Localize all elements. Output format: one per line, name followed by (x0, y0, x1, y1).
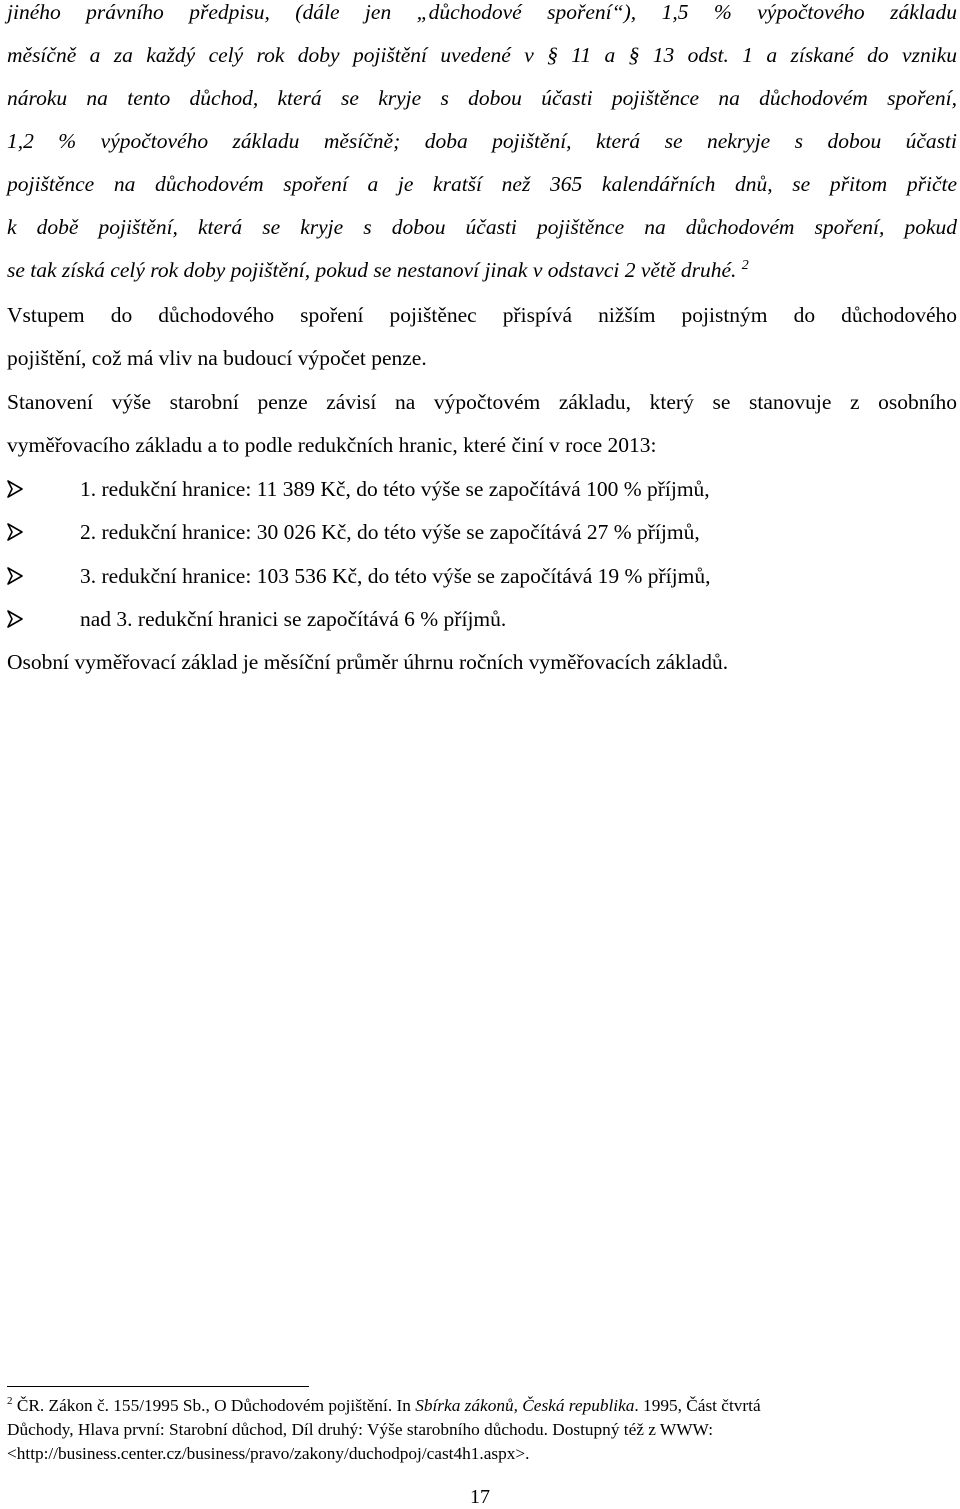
page-number: 17 (470, 1486, 490, 1508)
quote-line-5: pojištěnce na důchodovém spoření a je kratší než 365 kalendářních dnů, se přitom přičte (7, 172, 957, 196)
footnote-line-2: Důchody, Hlava první: Starobní důchod, Díl druhý: Výše starobního důchodu. Dostupný též z WWW: (7, 1420, 714, 1439)
quote-line-3: nároku na tento důchod, která se kryje s dobou účasti pojištěnce na důchodovém spoření, (7, 86, 957, 110)
quote-line-7 (7, 258, 749, 283)
footnote-number: 2 (7, 1395, 13, 1408)
list-item-text: 1. redukční hranice: 11 389 Kč, do této výše se započítává 100 % příjmů, (80, 477, 710, 501)
paragraph-3-line-2: vyměřovacího základu a to podle redukčních hranic, které činí v roce 2013: (7, 433, 657, 457)
arrow-bullet-icon (7, 523, 23, 541)
footnote-text-a: ČR. Zákon č. 155/1995 Sb., O Důchodovém pojištění. In (12, 1396, 416, 1415)
footnote-url[interactable]: <http://business.center.cz/business/pravo/zakony/duchodpoj/cast4h1.aspx>. (7, 1444, 530, 1463)
footnote-text-b: . 1995, Část čtvrtá (634, 1396, 761, 1415)
arrow-bullet-icon (7, 610, 23, 628)
paragraph-2-line-1: Vstupem do důchodového spoření pojištěnec přispívá nižším pojistným do důchodového (7, 303, 957, 327)
footnote-divider (7, 1386, 309, 1387)
list-item-text: 3. redukční hranice: 103 536 Kč, do této výše se započítává 19 % příjmů, (80, 564, 711, 588)
footnote-reference[interactable]: 2 (741, 257, 749, 273)
quote-line-4: 1,2 % výpočtového základu měsíčně; doba pojištění, která se nekryje s dobou účasti (7, 129, 957, 153)
quote-line-1: jiného právního předpisu, (dále jen „důchodové spoření“), 1,5 % výpočtového základu (7, 0, 957, 24)
footnote-line-1 (7, 1396, 761, 1416)
arrow-bullet-icon (7, 567, 23, 585)
paragraph-4: Osobní vyměřovací základ je měsíční průměr úhrnu ročních vyměřovacích základů. (7, 650, 729, 674)
quote-line-2: měsíčně a za každý celý rok doby pojištění uvedené v § 11 a § 13 odst. 1 a získané do vzniku (7, 43, 957, 67)
arrow-bullet-icon (7, 480, 23, 498)
list-item-text: 2. redukční hranice: 30 026 Kč, do této výše se započítává 27 % příjmů, (80, 520, 700, 544)
footnote-source-title: Sbírka zákonů, Česká republika (415, 1396, 635, 1415)
list-item-text: nad 3. redukční hranici se započítává 6 % příjmů. (80, 607, 507, 631)
paragraph-2-line-2: pojištění, což má vliv na budoucí výpočet penze. (7, 346, 427, 370)
quote-line-6: k době pojištění, která se kryje s dobou účasti pojištěnce na důchodovém spoření, pokud (7, 215, 957, 239)
quote-line-7-text: se tak získá celý rok doby pojištění, pokud se nestanoví jinak v odstavci 2 větě druhé. (7, 258, 737, 282)
paragraph-3-line-1: Stanovení výše starobní penze závisí na výpočtovém základu, který se stanovuje z osobního (7, 390, 957, 414)
